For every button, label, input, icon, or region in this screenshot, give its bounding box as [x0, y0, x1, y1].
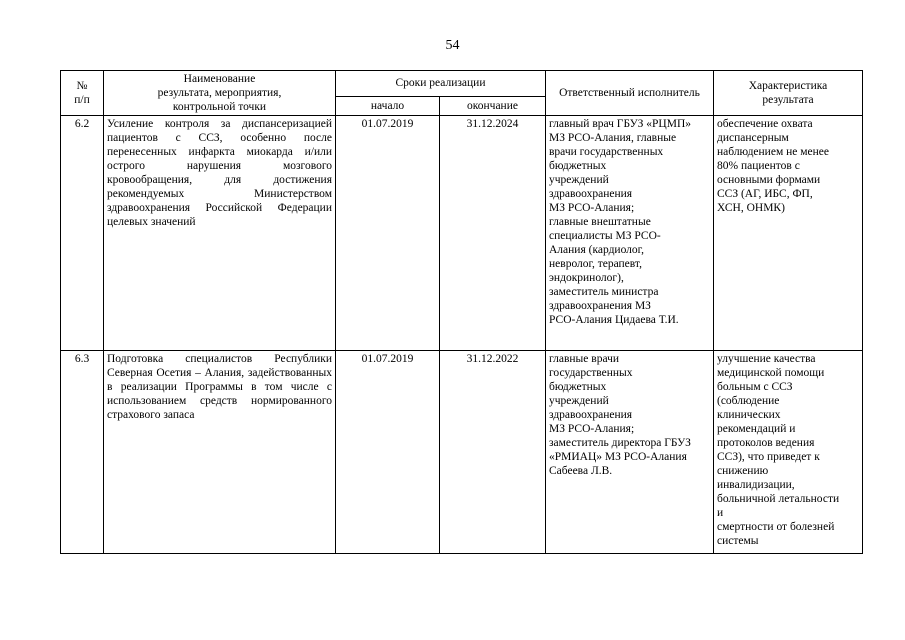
result-line: обеспечение охвата [717, 118, 813, 130]
row-num: 6.2 [61, 116, 104, 351]
row-result [714, 116, 863, 351]
header-start [336, 96, 440, 115]
row-responsible [546, 351, 714, 554]
responsible-line: РСО-Алания Цидаева Т.И. [549, 314, 679, 326]
result-line: снижению [717, 465, 769, 477]
responsible-line: специалисты МЗ РСО- [549, 230, 661, 242]
row-start: 01.07.2019 [336, 351, 440, 554]
responsible-line: МЗ РСО-Алания, главные [549, 132, 677, 144]
result-line: смертности от болезней [717, 521, 835, 533]
responsible-line: учреждений [549, 174, 609, 186]
responsible-line: эндокринолог), [549, 272, 624, 284]
result-line: системы [717, 535, 759, 547]
result-line: ССЗ), что приведет к [717, 451, 820, 463]
header-end [440, 96, 546, 115]
table-row [61, 351, 863, 554]
responsible-line: Алания (кардиолог, [549, 244, 644, 256]
responsible-line: здравоохранения [549, 188, 633, 200]
responsible-line: врачи государственных [549, 146, 664, 158]
page-number: 54 [445, 38, 460, 53]
header-result-label: Характеристика результата [748, 80, 828, 106]
responsible-line: «РМИАЦ» МЗ РСО-Алания [549, 451, 687, 463]
header-terms [336, 71, 546, 97]
responsible-line: учреждений [549, 395, 609, 407]
result-line: рекомендаций и [717, 423, 796, 435]
row-end: 31.12.2024 [440, 116, 546, 351]
result-line: больничной летальности [717, 493, 840, 505]
result-line: основными формами [717, 174, 821, 186]
result-line: диспансерным [717, 132, 789, 144]
header-name-label: Наименование результата, мероприятия, контрольной точки [157, 73, 282, 113]
row-end: 31.12.2022 [440, 351, 546, 554]
row-name: Подготовка специалистов Республики Северная Осетия – Алания, задействованных в реализации Программы в том числе с использованием средств нормированного страхового запаса [104, 351, 336, 554]
responsible-line: здравоохранения [549, 409, 633, 421]
result-line: улучшение качества [717, 353, 816, 365]
header-result [714, 71, 863, 116]
result-line: наблюдением не менее [717, 146, 829, 158]
table-row [61, 116, 863, 351]
result-line: протоколов ведения [717, 437, 815, 449]
responsible-line: государственных [549, 367, 633, 379]
row-responsible [546, 116, 714, 351]
header-responsible [546, 71, 714, 116]
row-result [714, 351, 863, 554]
responsible-line: главные внештатные [549, 216, 651, 228]
header-responsible-label: Ответственный исполнитель [559, 87, 700, 99]
header-end-label: окончание [467, 99, 518, 112]
result-line: 80% пациентов с [717, 160, 800, 172]
result-line: инвалидизации, [717, 479, 795, 491]
header-name [104, 71, 336, 116]
result-line: больным с ССЗ [717, 381, 793, 393]
header-terms-label: Сроки реализации [395, 77, 486, 90]
responsible-line: МЗ РСО-Алания; [549, 202, 635, 214]
responsible-line: заместитель министра [549, 286, 659, 298]
table-header-row [61, 71, 863, 97]
responsible-line: бюджетных [549, 160, 607, 172]
result-line: (соблюдение [717, 395, 780, 407]
responsible-line: Сабеева Л.В. [549, 465, 613, 477]
responsible-line: главный врач ГБУЗ «РЦМП» [549, 118, 692, 130]
responsible-line: здравоохранения МЗ [549, 300, 651, 312]
responsible-line: бюджетных [549, 381, 607, 393]
header-start-label: начало [370, 99, 405, 112]
header-num-label: № п/п [74, 80, 90, 106]
plan-table [60, 70, 863, 554]
result-line: клинических [717, 409, 781, 421]
row-num: 6.3 [61, 351, 104, 554]
responsible-line: заместитель директора ГБУЗ [549, 437, 691, 449]
responsible-line: невролог, терапевт, [549, 258, 642, 270]
responsible-line: главные врачи [549, 353, 620, 365]
result-line: ХСН, ОНМК) [717, 202, 785, 214]
row-name: Усиление контроля за диспансеризацией пациентов с ССЗ, особенно после перенесенных инфаркта миокарда и/или острого нарушения мозгового кровообращения, для достижения рекомендуемых Министерством здравоохранения Российской Федерации целевых значений [104, 116, 336, 351]
header-num [61, 71, 104, 116]
row-start: 01.07.2019 [336, 116, 440, 351]
responsible-line: МЗ РСО-Алания; [549, 423, 635, 435]
result-line: медицинской помощи [717, 367, 825, 379]
result-line: ССЗ (АГ, ИБС, ФП, [717, 188, 813, 200]
result-line: и [717, 507, 724, 519]
